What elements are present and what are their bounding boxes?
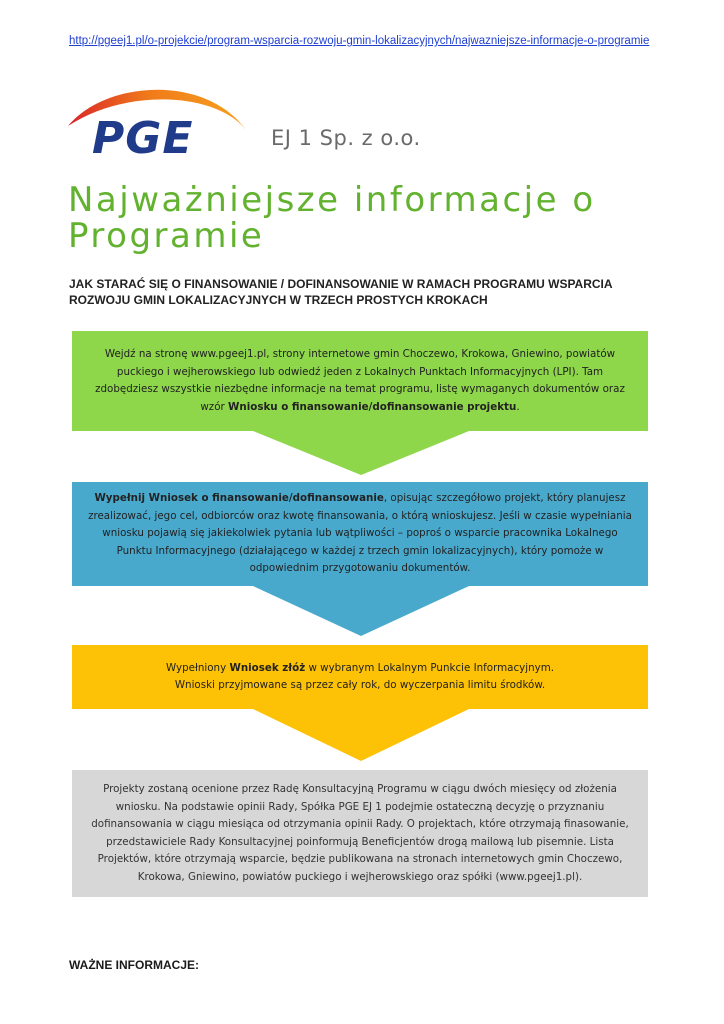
step-2-text: Wypełnij Wniosek o finansowanie/dofinansowanie, opisując szczegółowo projekt, który planujesz zrealizować, jego cel, odbiorców oraz kwotę finansowania, o którą wnioskujesz. Jeśli w czasie wypełniania wniosku pojawią się jakiekolwiek pytania lub wątpliwości – poproś o wsparcie pracownika Lokalnego Punktu Informacyjnego (działającego w każdej z trzech gmin lokalizacyjnych), który pomoże w odpowiednim przygotowaniu dokumentów. (88, 492, 632, 575)
svg-text:PGE: PGE (92, 113, 194, 164)
pge-logo (66, 78, 256, 168)
step-3-text: Wypełniony Wniosek złóż w wybranym Lokalnym Punkcie Informacyjnym. Wnioski przyjmowane są przez cały rok, do wyczerpania limitu środków. (165, 661, 554, 691)
step-1-text: Wejdź na stronę www.pgeej1.pl, strony internetowe gmin Choczewo, Krokowa, Gniewino, powiatów puckiego i wejherowskiego lub odwiedź jeden z Lokalnych Punktach Informacyjnych (LPI). Tam zdobędziesz wszystkie niezbędne informacje na temat programu, listę wymaganych dokumentów oraz wzór Wniosku o finansowanie/dofinansowanie projektu. (95, 348, 625, 413)
step-2-box (72, 482, 648, 586)
source-url-link[interactable]: http://pgeej1.pl/o-projekcie/program-wsparcia-rozwoju-gmin-lokalizacyjnych/najwazniejsze-informacje-o-programie (69, 35, 650, 47)
step-3-box (72, 645, 648, 709)
section-subtitle: JAK STARAĆ SIĘ O FINANSOWANIE / DOFINANSOWANIE W RAMACH PROGRAMU WSPARCIA ROZWOJU GMIN LOKALIZACYJNYCH W TRZECH PROSTYCH KROKACH (69, 277, 613, 307)
page-title: Najważniejsze informacje o Programie (68, 180, 596, 256)
step-4-text: Projekty zostaną ocenione przez Radę Konsultacyjną Programu w ciągu dwóch miesięcy od złożenia wniosku. Na podstawie opinii Rady, Spółka PGE EJ 1 podejmie ostateczną decyzję o przyznaniu dofinansowania w ciągu miesiąca od otrzymania opinii Rady. O projektach, które otrzymają finasowanie, przedstawiciele Rady Konsultacyjnej poinformują Beneficjentów drogą mailową lub pisemnie. Lista Projektów, które otrzymają wsparcie, będzie publikowana na stronach internetowych gmin Choczewo, Krokowa, Gniewino, powiatów puckiego i wejherowskiego oraz spółki (www.pgeej1.pl). (91, 783, 629, 883)
step-1-box (72, 331, 648, 431)
important-info-heading: WAŻNE INFORMACJE: (69, 958, 199, 972)
pge-logo-icon (66, 78, 256, 168)
company-name: EJ 1 Sp. z o.o. (271, 126, 421, 150)
step-1-arrow-icon (253, 431, 469, 475)
step-3-arrow-icon (253, 709, 469, 761)
step-2-arrow-icon (253, 586, 469, 636)
step-4-box (72, 770, 648, 897)
